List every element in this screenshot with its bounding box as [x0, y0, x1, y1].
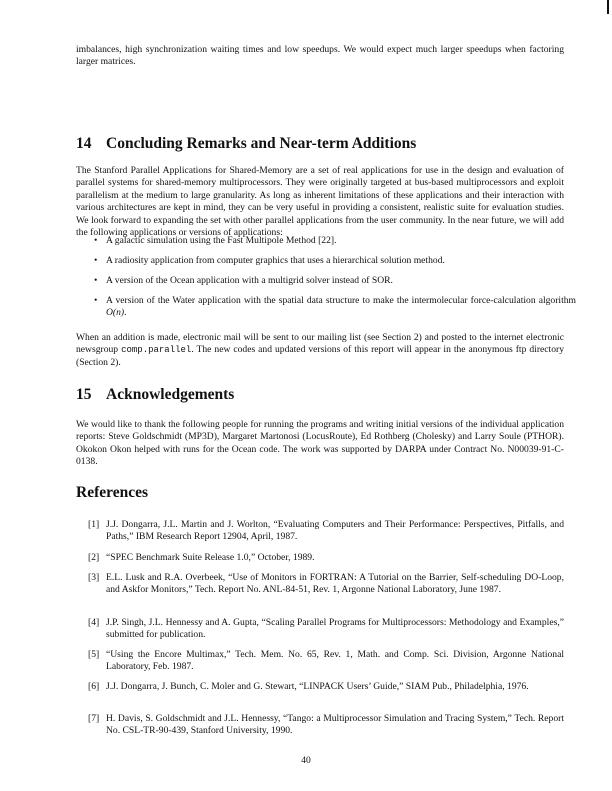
reference-item — [88, 713, 564, 738]
bullet-text: A version of the Water application with the spatial data structure to make the intermolecular force-calculation algorithm — [106, 295, 576, 306]
list-item: • A version of the Ocean application with a multigrid solver instead of SOR. — [94, 275, 576, 287]
page-number: 40 — [301, 755, 311, 766]
newsgroup-name: comp.parallel — [121, 345, 192, 356]
references-heading: References — [76, 484, 149, 501]
intro-paragraph: imbalances, high synchronization waiting times and low speedups. We would expect much larger speedups when factoring larger matrices. — [76, 44, 564, 68]
reference-label: [1] — [88, 519, 100, 530]
reference-item — [88, 649, 564, 674]
list-item: • A galactic simulation using the Fast Multipole Method [22]. — [94, 235, 576, 247]
reference-item — [88, 572, 564, 597]
scan-edge-mark — [607, 0, 609, 14]
math-complexity: O(n) — [106, 307, 125, 319]
reference-item — [88, 617, 564, 642]
reference-text: J.J. Dongarra, J.L. Martin and J. Worlton, “Evaluating Computers and Their Performance: Perspectives, Pitfalls, and Paths,” IBM Research Report 12904, April, 1987. — [106, 519, 564, 543]
section-14-heading — [76, 135, 416, 153]
reference-text: H. Davis, S. Goldschmidt and J.L. Hennessy, “Tango: a Multiprocessor Simulation and Tracing System,” Tech. Report No. CSL-TR-90-439, Stanford University, 1990. — [106, 713, 564, 737]
reference-label: [7] — [88, 713, 100, 724]
reference-item — [88, 681, 564, 693]
reference-label: [3] — [88, 572, 100, 583]
reference-item — [88, 552, 564, 564]
acknowledgements-paragraph: We would like to thank the following people for running the programs and writing initial versions of the individual application reports: Steve Goldschmidt (MP3D), Margaret Martonosi (LocusRoute), Ed Rothberg (Cholesky) and Larry Soule (PTHOR). Okokon Okon helped with runs for the Ocean code. The work was supported by DARPA under Contract No. N00039-91-C-0138. — [76, 419, 564, 468]
section-number: 15 — [76, 386, 92, 403]
reference-text: “SPEC Benchmark Suite Release 1.0,” October, 1989. — [106, 552, 315, 563]
section-title: Acknowledgements — [106, 386, 235, 403]
reference-text: E.L. Lusk and R.A. Overbeek, “Use of Monitors in FORTRAN: A Tutorial on the Barrier, Self-scheduling DO-Loop, and Askfor Monitors,” Tech. Report No. ANL-84-51, Rev. 1, Argonne National Laboratory, June 1987. — [106, 572, 564, 596]
list-item: • A radiosity application from computer graphics that uses a hierarchical solution method. — [94, 255, 576, 267]
closing-text: When an addition is made, electronic mail will be sent to our mailing list (see Section 2) and posted to the internet electronic newsgroup — [76, 332, 564, 356]
reference-label: [4] — [88, 617, 100, 628]
reference-label: [6] — [88, 681, 100, 692]
bullet-end: . — [124, 307, 127, 319]
closing-text-end: . The new codes and updated versions of this report will appear in the anonymous ftp directory (Section 2). — [76, 344, 564, 368]
section-14-paragraph: The Stanford Parallel Applications for Shared-Memory are a set of real applications for use in the design and evaluation of parallel systems for shared-memory multiprocessors. They were originally targeted at bus-based multiprocessors and exploit parallelism at the medium to large granularity. As long as inherent limitations of these applications and their interaction with various architectures are kept in mind, they can be very useful in providing a consistent, realistic suite for evaluation studies. We look forward to expanding the set with other parallel applications from the user community. In the near future, we will add the following applications or versions of applications: — [76, 165, 564, 239]
list-item — [94, 295, 576, 320]
reference-text: J.P. Singh, J.L. Hennessy and A. Gupta, “Scaling Parallel Programs for Multiprocessors: Methodology and Examples,” submitted for publication. — [106, 617, 564, 641]
reference-item — [88, 519, 564, 544]
reference-text: J.J. Dongarra, J. Bunch, C. Moler and G. Stewart, “LINPACK Users’ Guide,” SIAM Pub., Philadelphia, 1976. — [106, 681, 529, 692]
reference-text: “Using the Encore Multimax,” Tech. Mem. No. 65, Rev. 1, Math. and Comp. Sci. Division, Argonne National Laboratory, Feb. 1987. — [106, 649, 564, 673]
reference-label: [5] — [88, 649, 100, 660]
section-number: 14 — [76, 135, 92, 152]
section-15-heading — [76, 386, 234, 404]
reference-label: [2] — [88, 552, 100, 563]
section-title: Concluding Remarks and Near-term Additions — [106, 135, 417, 152]
closing-paragraph — [76, 332, 564, 369]
